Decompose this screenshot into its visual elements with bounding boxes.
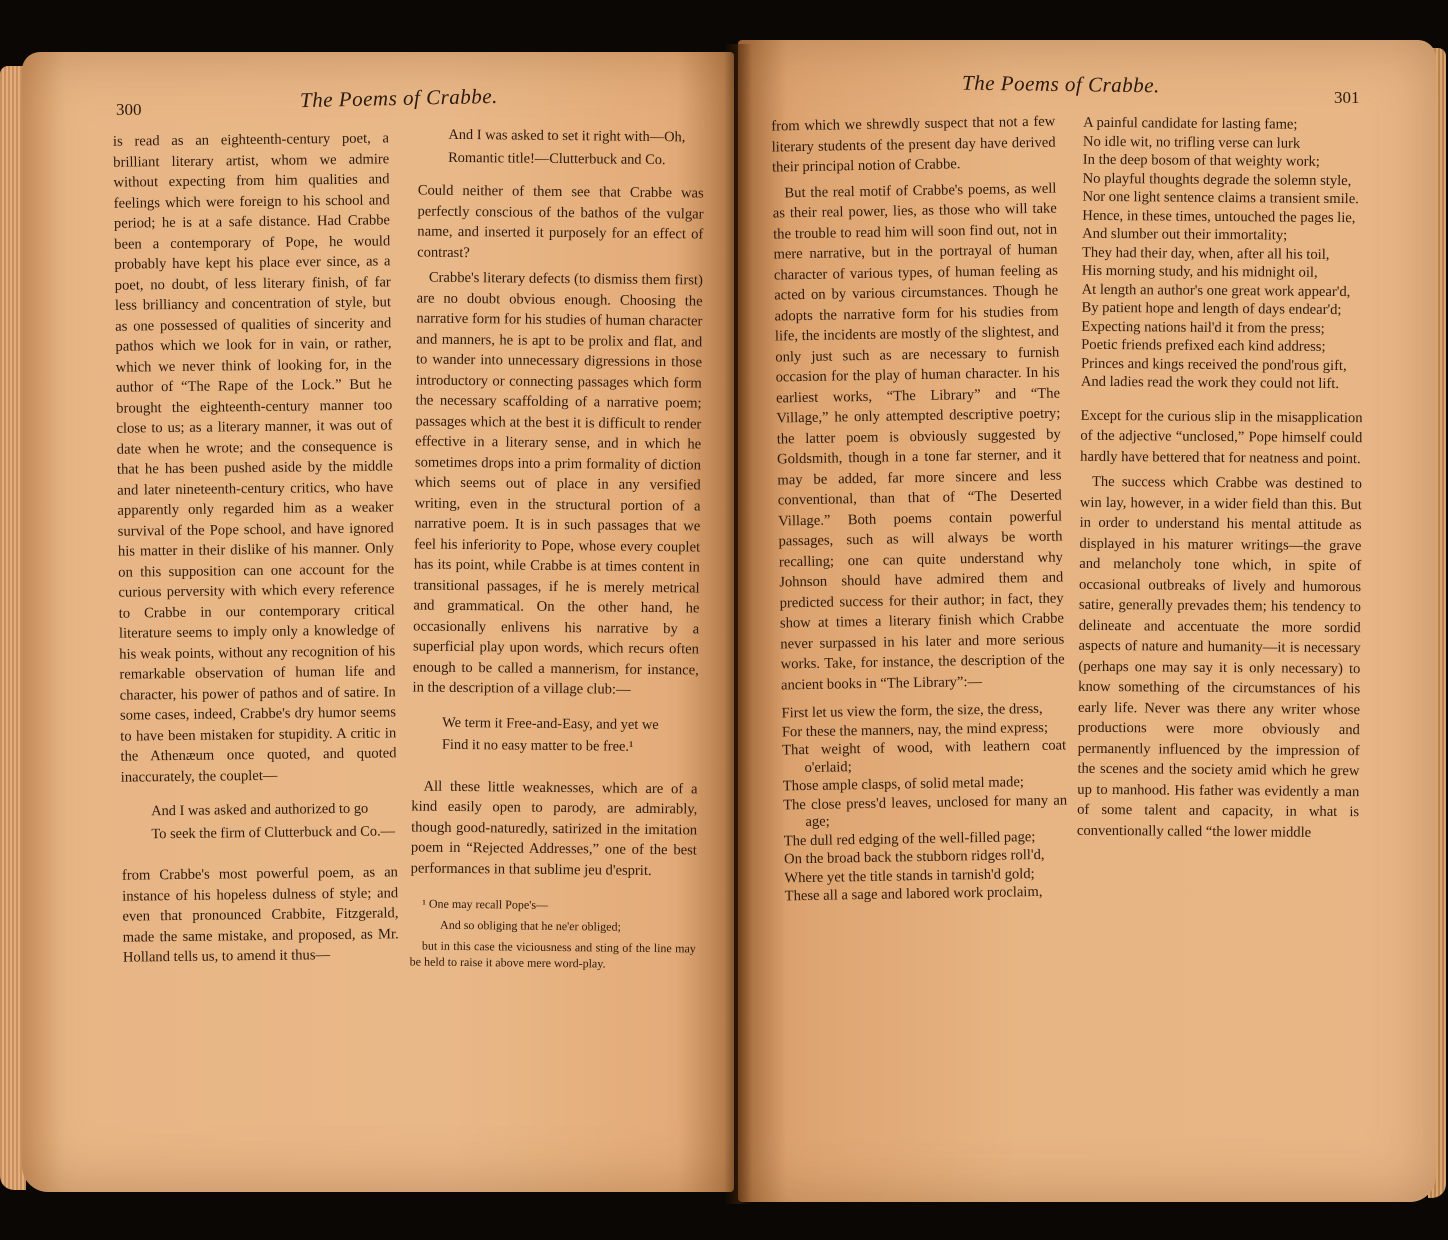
verse-line: Expecting nations hail'd it from the press; [1081, 318, 1325, 337]
verse-line: A painful candidate for lasting fame; [1083, 114, 1298, 133]
verse-line: And ladies read the work they could not lift. [1080, 373, 1340, 393]
footnote-line: ¹ One may recall Pope's— [422, 896, 549, 912]
verse-line: No playful thoughts degrade the solemn style, [1082, 170, 1352, 189]
quote-line: To seek the firm of Clutterbuck and Co.— [151, 822, 396, 842]
block-quote [418, 127, 704, 170]
verse-line: That weight of wood, with leathern coat o'erlaid; [782, 737, 1067, 776]
footnote-line: And so obliging that he ne'er obliged; [440, 917, 621, 934]
verse-line: By patient hope and length of days endear'd; [1081, 299, 1342, 319]
verse-line: Hence, in these times, untouched the pages lie, [1082, 207, 1356, 226]
quote-line: And I was asked to set it right with—Oh, [448, 126, 686, 146]
verse-line: And slumber out their immortality; [1082, 225, 1288, 244]
page-number-left: 300 [116, 100, 142, 119]
right-page-column-2 [1077, 115, 1365, 848]
quote-line: We term it Free-and-Easy, and yet we [442, 714, 659, 733]
verse-block [781, 700, 1068, 905]
verse-line: On the broad back the stubborn ridges roll'd, [783, 846, 1045, 868]
verse-line: For these the manners, nay, the mind express; [781, 719, 1049, 740]
block-quote [121, 800, 397, 843]
paragraph: is read as an eighteenth-century poet, a brilliant literary artist, whom we admire without expecting from him qualities and feelings which were foreign to his school and period; he is at a safe distance. Had Crabbe been a contemporary of Pope, he would probably have kept his place ever since, as a poet, no doubt, of less literary finish, of far less brilliancy and concentration of style, but as one possessed of qualities of sincerity and pathos which we look for in vain, or rather, which we never think of looking for, in the author of “The Rape of the Lock.” But he brought the eighteenth-century manner too close to us; as a literary manner, it was out of date when he wrote; and the consequence is that he has been pushed aside by the middle and later nineteenth-century critics, who have apparently only regarded him as a weaker survival of the Pope school, and have ignored his matter in their dislike of his manner. Only on this supposition can one account for the curious perversity with which every reference to Crabbe in our contemporary critical literature seems to imply only a knowledge of his weak points, without any recognition of his remarkable observation of human life and character, his power of pathos and of satire. In some cases, indeed, Crabbe's dry humor seems to have been mistaken for stupidity. A critic in the Athenæum once quoted, and quoted inaccurately, the couplet— [112, 130, 397, 786]
right-page-column-1 [771, 112, 1069, 907]
quote-line: Find it no easy matter to be free.¹ [441, 736, 634, 755]
block-quote [412, 714, 698, 757]
running-head-left: The Poems of Crabbe. [299, 83, 499, 113]
verse-line: Princes and kings received the pond'rous gift, [1080, 355, 1347, 374]
paragraph: Could neither of them see that Crabbe was perfectly conscious of the bathos of the vulgar name, and inserted it purposely for an effect of contrast? [417, 182, 704, 261]
footnote [410, 895, 697, 972]
paragraph: All these little weaknesses, which are of a kind easily open to parody, are admirably, though good-naturedly, satirized in the imitation poem in “Rejected Addresses,” one of the best performances in that sublime jeu d'esprit. [410, 778, 698, 879]
footnote-line: but in this case the viciousness and sting of the line may be held to raise it above mere word-play. [409, 938, 696, 971]
verse-line: Poetic friends prefixed each kind address; [1081, 336, 1326, 355]
paragraph: Crabbe's literary defects (to dismiss them first) are no doubt obvious enough. Choosing the narrative form for his studies of human character and manners, he is apt to be prolix and flat, and to wander into unnecessary digressions in those introductory or connecting passages which form the necessary scaffolding of a narrative poem; passages which at the best it is difficult to render effective in a literary sense, and in which he sometimes drops into a prim formality of diction which seems out of place in any versified writing, even in the structural portion of a narrative poem. It is in such passages that we feel his inferiority to Pope, whose every couplet has its point, while Crabbe is at times content in transitional passages, if he is merely metrical and grammatical. On the other hand, he occasionally enlivens his narrative by a superficial play upon words, which recurs often enough to be called a mannerism, for instance, in the description of a village club:— [412, 269, 703, 698]
book-gutter [724, 44, 752, 1204]
running-head-right: The Poems of Crabbe. [961, 70, 1160, 98]
left-page-column-1 [113, 128, 399, 973]
left-page [22, 52, 734, 1192]
paragraph: Except for the curious slip in the misapplication of the adjective “unclosed,” Pope himself could hardly have bettered that for neatness and point. [1080, 407, 1363, 467]
quote-line: Romantic title!—Clutterbuck and Co. [448, 149, 666, 168]
paragraph: from Crabbe's most powerful poem, as an instance of his hopeless dulness of style; and even that pronounced Crabbite, Fitzgerald, made the same mistake, and proposed, as Mr. Holland tells us, to amend it thus— [121, 864, 399, 966]
verse-line: No idle wit, no trifling verse can lurk [1082, 133, 1301, 152]
verse-line: Where yet the title stands in tarnish'd gold; [784, 865, 1035, 886]
quote-line: And I was asked and authorized to go [151, 800, 369, 820]
verse-line: At length an author's one great work appear'd, [1081, 281, 1351, 300]
paragraph: But the real motif of Crabbe's poems, as well as their real power, lies, as those who will take the trouble to read him will soon find out, not in mere narrative, but in the portrayal of human character of various types, of human feeling as acted on by various circumstances. Though he adopts the narrative form for his studies from life, the incidents are mostly of the slightest, and only just such as are necessary to furnish occasion for the play of human character. In his earliest works, “The Library” and “The Village,” he only attempted descriptive poetry; the latter poem is obviously suggested by Goldsmith, though in a tone far sterner, and it may be added, far more sincere and less conventional, than that of “The Deserted Village.” Both poems contain powerful passages, such as will always be worth recalling; one can quite understand why Johnson should have admired them and predicted success for their author; in fact, they show at times a literary finish which Crabbe never surpassed in his later and more serious works. Take, for instance, the description of the ancient books in “The Library”:— [772, 180, 1065, 693]
verse-line: The close press'd leaves, unclosed for many an age; [782, 791, 1068, 831]
verse-line: The dull red edging of the well-filled page; [783, 828, 1036, 849]
verse-line: His morning study, and his midnight oil, [1081, 262, 1318, 281]
verse-block [1081, 115, 1365, 394]
left-page-column-2 [410, 127, 705, 978]
paragraph: from which we shrewdly suspect that not a few literary students of the present day have derived their principal notion of Crabbe. [771, 113, 1056, 176]
right-page [738, 40, 1436, 1202]
verse-line: Those ample clasps, of solid metal made; [782, 774, 1025, 795]
verse-line: These all a sage and labored work proclaim, [784, 883, 1043, 905]
verse-line: In the deep bosom of that weighty work; [1082, 151, 1320, 170]
verse-line: They had their day, when, after all his toil, [1081, 244, 1330, 263]
paragraph: The success which Crabbe was destined to win lay, however, in a wider field than this. But in order to understand his mental attitude as displayed in his maturer writings—the grave and melancholy tone which, in spite of occasional outbreaks of lively and humorous satire, generally prevades them; his tendency to delineate and accentuate the more sordid aspects of nature and humanity—it is necessary (perhaps one may say it is only necessary) to know something of the circumstances of his early life. Never was there any writer whose productions were more obviously and permanently influenced by the impression of the scenes and the society amid which he grew up to manhood. His father was evidently a man of some talent and capacity, in what is conventionally called “the lower middle [1076, 473, 1363, 841]
verse-line: First let us view the form, the size, the dress, [781, 700, 1043, 722]
page-number-right: 301 [1334, 88, 1360, 107]
verse-line: Nor one light sentence claims a transient smile. [1082, 188, 1359, 208]
